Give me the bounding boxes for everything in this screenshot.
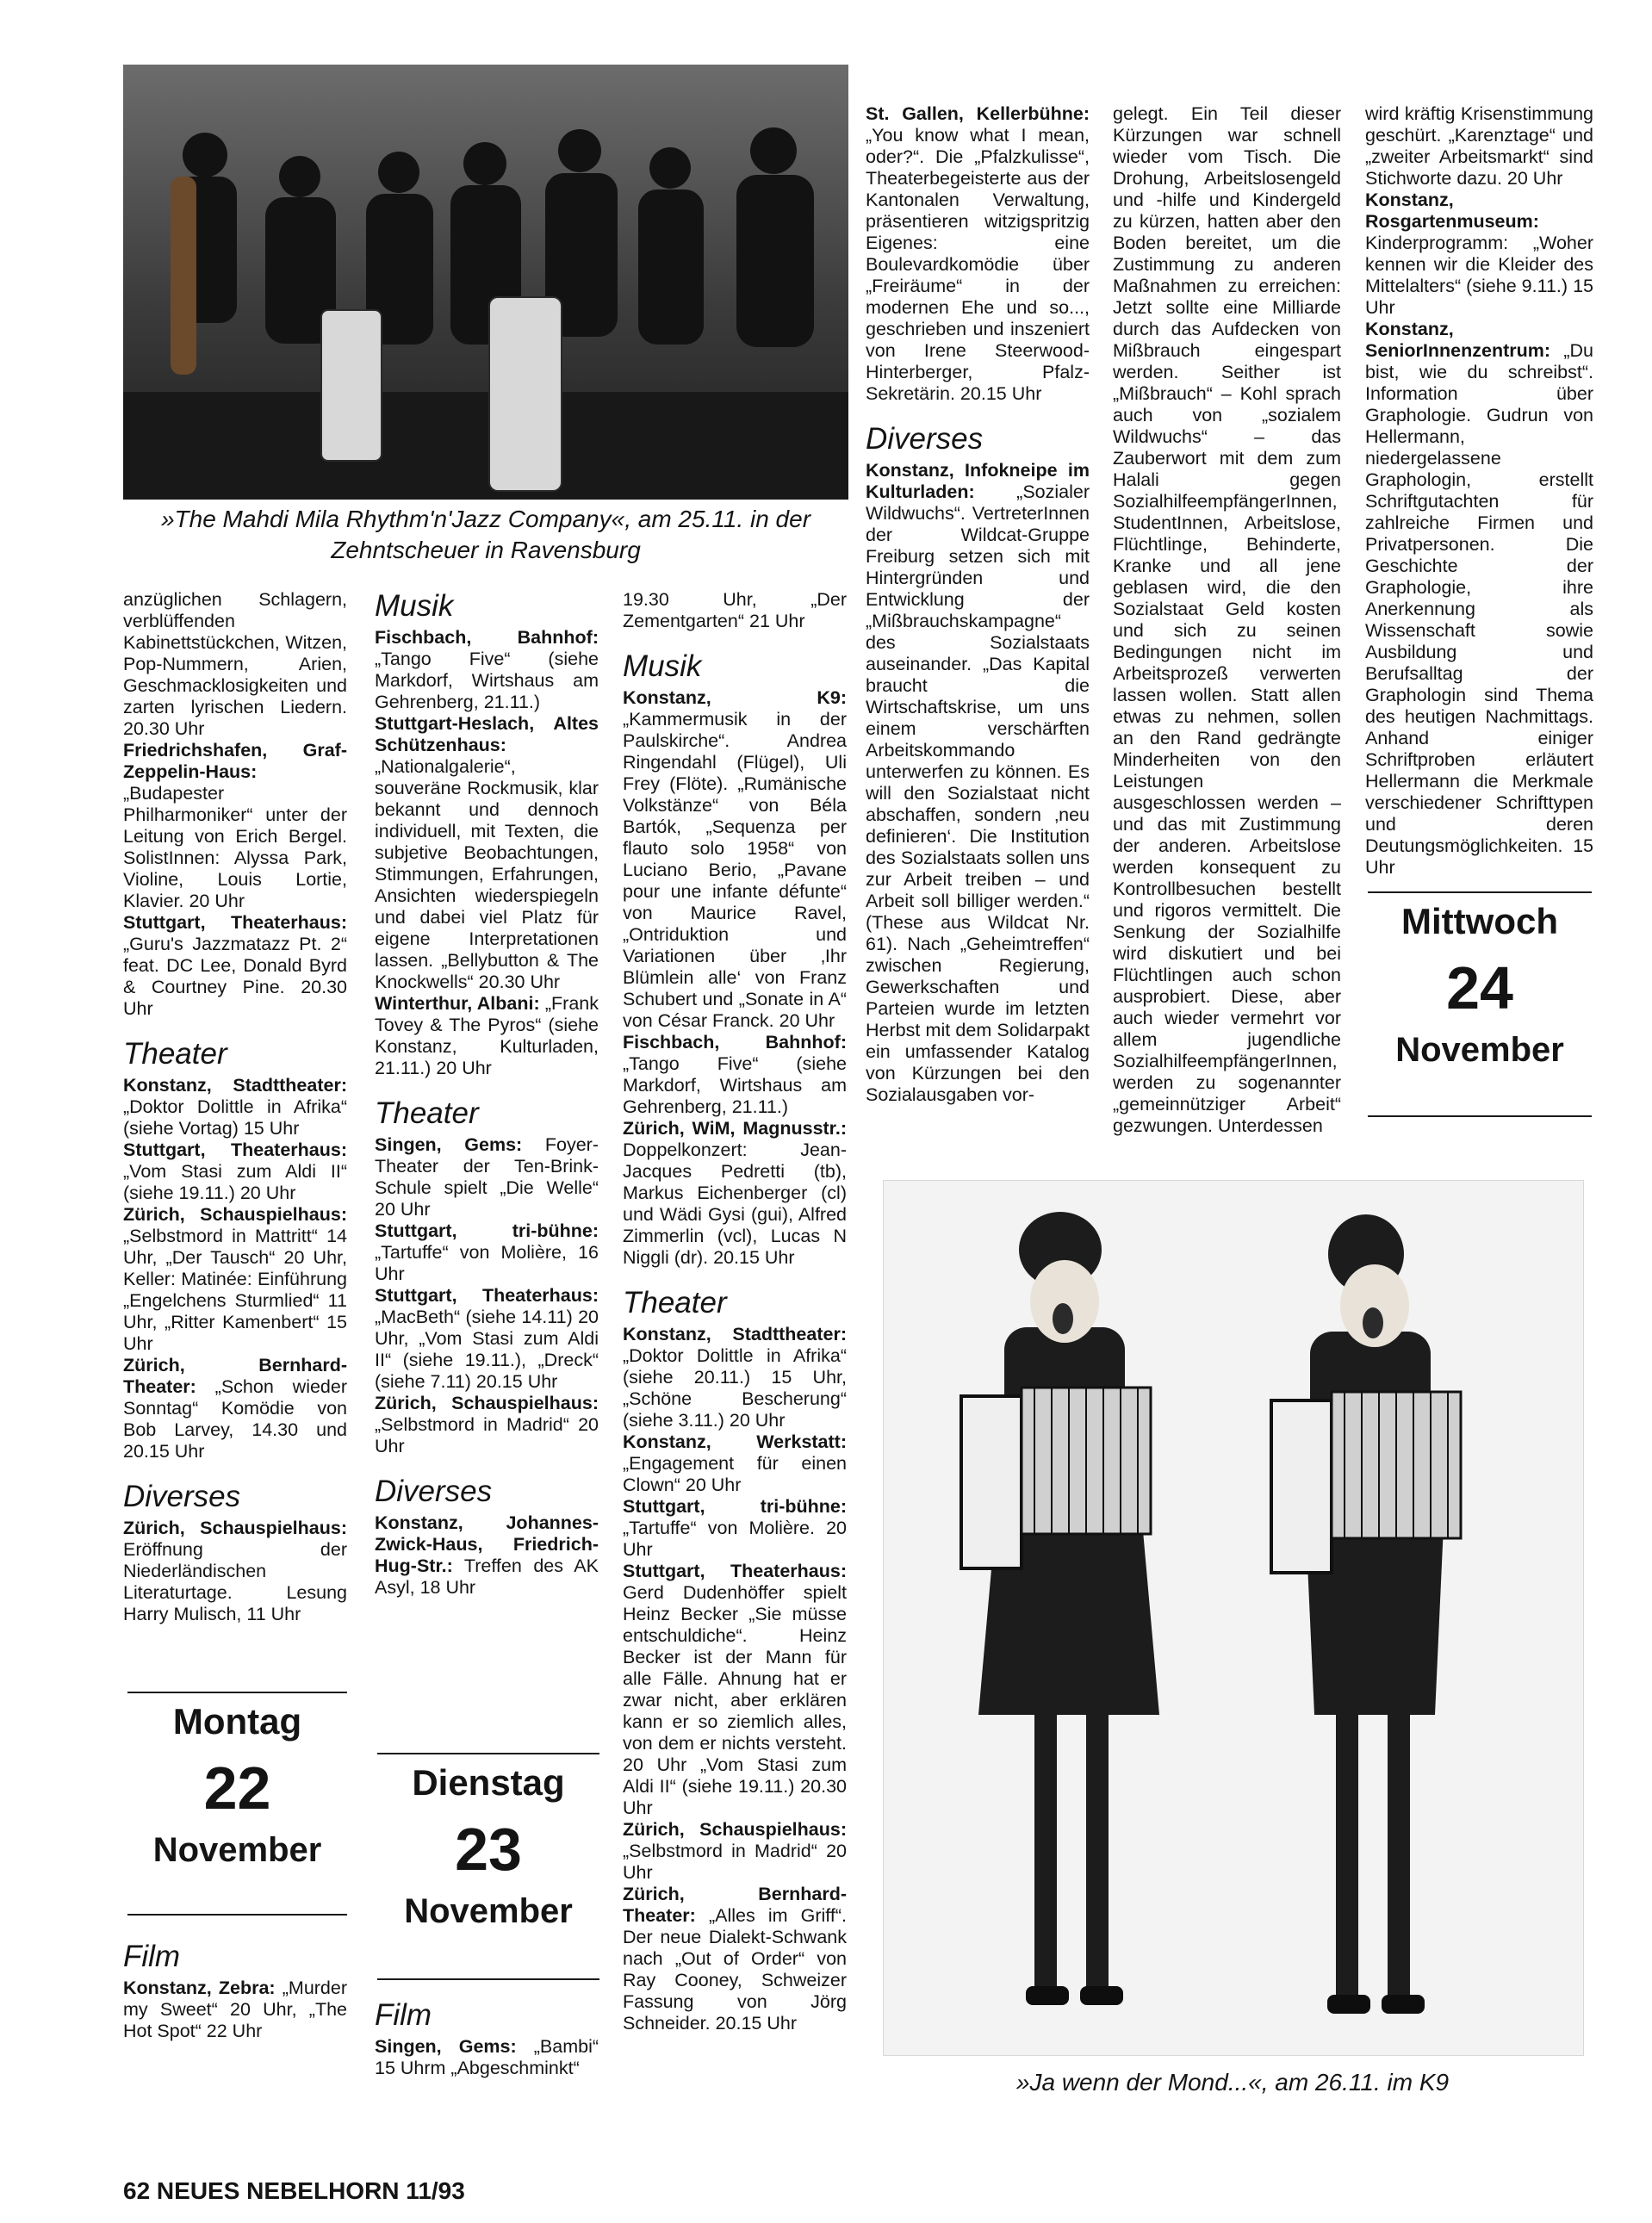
day-number: 22 xyxy=(203,1754,271,1822)
listing-entry xyxy=(123,1518,347,1625)
listing-entry xyxy=(375,1512,599,1599)
venue-name: Zürich, Bernhard-Theater: xyxy=(623,1884,847,1926)
section-heading: Diverses xyxy=(375,1475,493,1508)
section-heading: Film xyxy=(123,1940,181,1973)
listing-text: „You know what I mean, oder?“. Die „Pfalzkulisse“, Theaterbegeisterte aus der Kantonalen Verwaltung, präsentieren witzigspritzig Eigenes: eine Boulevardkomödie über „Freiräume“ in der modernen Ehe und so..., geschrieben und inszeniert von Irene Steerwood-Hinterberger, Pfalz-Sekretärin. 20.15 Uhr xyxy=(866,125,1090,404)
venue-name: Singen, Gems: xyxy=(375,1134,523,1155)
listing-text: „Alles im Griff“. Der neue Dialekt-Schwank nach „Out of Order“ von Ray Cooney, Schweizer Fassung von Jörg Schneider. 20.15 Uhr xyxy=(623,1905,847,2034)
day-name: Dienstag xyxy=(412,1762,565,1803)
listing-entry xyxy=(1365,189,1593,319)
venue-name: Stuttgart, Theaterhaus: xyxy=(123,1139,347,1160)
listing-text: Eröffnung der Niederländischen Literaturtage. Lesung Harry Mulisch, 11 Uhr xyxy=(123,1539,347,1624)
listing-text: „Sozialer Wildwuchs“. VertreterInnen der Wildcat-Gruppe Freiburg setzen sich mit Hintergründen und Entwicklung der „Mißbrauchskampagne“ des Sozialstaats auseinander. „Das Kapital braucht die Wirtschaftskrise, um uns einem verschärften Arbeitskommando unterwerfen zu können. Es will den Sozialstaat nicht abschaffen, sondern ‚neu definieren‘. Die Institution des Sozialstaats sollen uns zur Arbeit treiben – und Arbeit soll billiger werden.“ (These aus Wildcat Nr. 61). Nach „Geheimtreffen“ zwischen Regierung, Gewerkschaften und Parteien wurde im letzten Herbst mit dem Solidarpakt ein umfassender Katalog von Kürzungen bei den Sozialausgaben vor- xyxy=(866,481,1090,1105)
listing-entry xyxy=(375,2036,599,2079)
listing-entry xyxy=(123,912,347,1020)
day-box-rule xyxy=(127,1692,347,1693)
listing-text: „Engagement für einen Clown“ 20 Uhr xyxy=(623,1453,847,1495)
listing-text: Gerd Dudenhöffer spielt Heinz Becker „Sie müsse entschuldiche“. Heinz Becker ist der Mann für alle Fälle. Ahnung hat er zwar nicht, aber erklären kann er so ziemlich alles, von dem er nichts versteht. 20 Uhr „Vom Stasi zum Aldi II“ (siehe 19.11.) 20.30 Uhr xyxy=(623,1582,847,1818)
listing-text: „Schon wieder Sonntag“ Komödie von Bob Larvey, 14.30 und 20.15 Uhr xyxy=(123,1376,347,1462)
listing-text: „Kammermusik in der Paulskirche“. Andrea Ringendahl (Flügel), Uli Frey (Flöte). „Rumänische Volkstänze“ von Béla Bartók, „Sequenza per flauto solo 1958“ von Luciano Berio, „Pavane pour une infante défunte“ von Maurice Ravel, „Ontriduktion und Variationen über ‚Ihr Blümlein alle‘ von Franz Schubert und „Sonate in A“ von César Franck. 20 Uhr xyxy=(623,709,847,1031)
day-month: November xyxy=(1395,1031,1564,1069)
listing-text: wird kräftig Krisenstimmung geschürt. „Karenztage“ und „zweiter Arbeitsmarkt“ sind Stichworte dazu. 20 Uhr xyxy=(1365,103,1593,189)
listing-entry xyxy=(1365,103,1593,189)
venue-name: St. Gallen, Kellerbühne: xyxy=(866,103,1090,124)
column-2-film xyxy=(375,1998,599,2079)
listing-text: „Guru's Jazzmatazz Pt. 2“ feat. DC Lee, Donald Byrd & Courtney Pine. 20.30 Uhr xyxy=(123,934,347,1019)
listing-text: „Selbstmord in Madrid“ 20 Uhr xyxy=(623,1841,847,1883)
listing-entry xyxy=(623,1324,847,1431)
listing-text: „Selbstmord in Madrid“ 20 Uhr xyxy=(375,1414,599,1456)
listing-text: „Tartuffe“ von Molière, 16 Uhr xyxy=(375,1242,599,1284)
venue-name: Zürich, WiM, Magnusstr.: xyxy=(623,1118,847,1139)
section-heading: Musik xyxy=(375,589,454,623)
day-number: 23 xyxy=(455,1816,522,1883)
section-heading: Diverses xyxy=(866,422,984,456)
venue-name: Stuttgart, Theaterhaus: xyxy=(123,912,347,933)
listing-entry xyxy=(375,993,599,1079)
venue-name: Zürich, Schauspielhaus: xyxy=(623,1819,847,1840)
listing-entry xyxy=(123,1978,347,2042)
band-photo-figures xyxy=(123,65,848,500)
venue-name: Fischbach, Bahnhof: xyxy=(623,1032,847,1053)
venue-name: Friedrichshafen, Graf-Zeppelin-Haus: xyxy=(123,740,347,782)
accordion-photo-figures xyxy=(884,1181,1583,2055)
listing-text: Foyer-Theater der Ten-Brink-Schule spielt „Die Welle“ 20 Uhr xyxy=(375,1134,599,1220)
listing-entry xyxy=(623,1561,847,1819)
listing-entry xyxy=(123,1075,347,1139)
column-6 xyxy=(1365,103,1593,879)
accordion-photo xyxy=(883,1180,1584,2056)
venue-name: Stuttgart, tri-bühne: xyxy=(375,1220,599,1241)
listing-entry xyxy=(866,103,1090,405)
listing-entry xyxy=(623,1431,847,1496)
section-heading: Diverses xyxy=(123,1480,241,1513)
band-photo-caption: »The Mahdi Mila Rhythm'n'Jazz Company«, am 25.11. in der Zehntscheuer in Ravensburg xyxy=(160,506,811,563)
listing-text: 19.30 Uhr, „Der Zementgarten“ 21 Uhr xyxy=(623,589,847,631)
column-4 xyxy=(866,103,1090,1106)
venue-name: Konstanz, Johannes-Zwick-Haus, Friedrich-Hug-Str.: xyxy=(375,1512,599,1576)
day-name: Mittwoch xyxy=(1401,901,1558,941)
column-1-film xyxy=(123,1940,347,2042)
listing-text: Kinderprogramm: „Woher kennen wir die Kleider des Mittelalters“ (siehe 9.11.) 15 Uhr xyxy=(1365,233,1593,318)
listing-entry xyxy=(866,460,1090,1106)
listing-text: „Du bist, wie du schreibst“. Information über Graphologie. Gudrun von Hellermann, niedergelassene Graphologin, erstellt Schriftgutachten für zahlreiche Firmen und Privatpersonen. Die Geschichte der Graphologie, ihre Anerkennung als Wissenschaft sowie Ausbildung und Berufsalltag der Graphologin sind Thema des heutigen Nachmittags. Anhand einiger Schriftproben erläutert Hellermann die Merkmale verschiedener Schrifttypen und deren Deutungsmöglichkeiten. 15 Uhr xyxy=(1365,340,1593,878)
listing-entry xyxy=(623,589,847,632)
listing-entry xyxy=(623,1819,847,1884)
listing-entry xyxy=(375,627,599,713)
listing-text: Doppelkonzert: Jean-Jacques Pedretti (tb), Markus Eichenberger (cl) und Wädi Gysi (gui), Alfred Zimmerlin (vcl), Lucas N Niggli (dr). 20.15 Uhr xyxy=(623,1139,847,1268)
listing-entry xyxy=(375,1134,599,1220)
listing-entry xyxy=(375,713,599,993)
venue-name: Zürich, Bernhard-Theater: xyxy=(123,1355,347,1397)
listing-text: „Doktor Dolittle in Afrika“ (siehe Vortag) 15 Uhr xyxy=(123,1096,347,1139)
column-1 xyxy=(123,589,347,1625)
listing-text: „Bambi“ 15 Uhrm „Abgeschminkt“ xyxy=(375,2036,599,2078)
listing-text: „Nationalgalerie“, souveräne Rockmusik, klar bekannt und dennoch individuell, mit Texten, die subjetive Beobachtungen, Stimmungen, Erfahrungen, Ansichten wiederspiegeln und dabei viel Platz für eigene Interpretationen lassen. „Bellybutton & The Knockwells“ 20.30 Uhr xyxy=(375,756,599,992)
section-heading: Theater xyxy=(623,1286,727,1320)
day-box-montag xyxy=(127,1692,347,1916)
section-heading: Musik xyxy=(623,649,702,683)
listing-text: anzüglichen Schlagern, verblüffenden Kabinettstückchen, Witzen, Pop-Nummern, Arien, Geschmacklosigkeiten und zarten lyrischen Liedern. 20.30 Uhr xyxy=(123,589,347,739)
column-2 xyxy=(375,589,599,1599)
listing-entry xyxy=(123,589,347,740)
venue-name: Konstanz, K9: xyxy=(623,687,847,708)
day-month: November xyxy=(152,1831,322,1869)
listing-entry xyxy=(375,1393,599,1457)
listing-entry xyxy=(375,1220,599,1285)
listing-entry xyxy=(623,1032,847,1118)
listing-text: „Tango Five“ (siehe Markdorf, Wirtshaus am Gehrenberg, 21.11.) xyxy=(375,649,599,712)
listing-entry xyxy=(623,1496,847,1561)
listing-entry xyxy=(123,1139,347,1204)
listing-entry xyxy=(1113,103,1341,1137)
listing-entry xyxy=(375,1285,599,1393)
day-box-mittwoch xyxy=(1368,891,1592,1117)
column-3 xyxy=(623,589,847,2034)
listing-text: „Murder my Sweet“ 20 Uhr, „The Hot Spot“ 22 Uhr xyxy=(123,1978,348,2041)
day-box-rule xyxy=(127,1914,347,1916)
page-footer: 62 NEUES NEBELHORN 11/93 xyxy=(123,2177,465,2204)
venue-name: Stuttgart-Heslach, Altes Schützenhaus: xyxy=(375,713,599,755)
day-name: Montag xyxy=(172,1701,302,1742)
band-photo xyxy=(123,65,848,500)
venue-name: Winterthur, Albani: xyxy=(375,993,540,1014)
venue-name: Konstanz, Zebra: xyxy=(123,1978,276,1998)
day-month: November xyxy=(404,1892,573,1930)
venue-name: Konstanz, Infokneipe im Kulturladen: xyxy=(866,460,1090,502)
listing-text: „Budapester Philharmoniker“ unter der Leitung von Erich Bergel. SolistInnen: Alyssa Park, Violine, Louis Lortie, Klavier. 20 Uhr xyxy=(123,783,347,911)
column-5 xyxy=(1113,103,1341,1137)
venue-name: Zürich, Schauspielhaus: xyxy=(123,1204,347,1225)
listing-entry xyxy=(623,687,847,1032)
listing-entry xyxy=(123,1204,347,1355)
day-box-rule xyxy=(1368,1115,1592,1117)
venue-name: Zürich, Schauspielhaus: xyxy=(375,1393,599,1413)
venue-name: Singen, Gems: xyxy=(375,2036,517,2057)
listing-text: „Frank Tovey & The Pyros“ (siehe Konstanz, Kulturladen, 21.11.) 20 Uhr xyxy=(375,993,599,1078)
venue-name: Stuttgart, Theaterhaus: xyxy=(375,1285,599,1306)
venue-name: Konstanz, Werkstatt: xyxy=(623,1431,847,1452)
listing-entry xyxy=(1365,319,1593,879)
venue-name: Konstanz, Stadttheater: xyxy=(123,1075,347,1096)
listing-text: Treffen des AK Asyl, 18 Uhr xyxy=(375,1555,599,1598)
venue-name: Konstanz, Rosgartenmuseum: xyxy=(1365,189,1539,232)
listing-text: „Vom Stasi zum Aldi II“ (siehe 19.11.) 20 Uhr xyxy=(123,1161,347,1203)
listing-entry xyxy=(623,1884,847,2034)
venue-name: Stuttgart, tri-bühne: xyxy=(623,1496,847,1517)
day-box-dienstag xyxy=(377,1753,599,1980)
venue-name: Fischbach, Bahnhof: xyxy=(375,627,599,648)
section-heading: Theater xyxy=(123,1037,227,1071)
venue-name: Konstanz, SeniorInnenzentrum: xyxy=(1365,319,1551,361)
day-box-rule xyxy=(1368,891,1592,893)
listing-text: „Tartuffe“ von Molière. 20 Uhr xyxy=(623,1518,847,1560)
day-number: 24 xyxy=(1446,954,1513,1021)
venue-name: Zürich, Schauspielhaus: xyxy=(123,1518,347,1538)
listing-entry xyxy=(123,740,347,912)
section-heading: Theater xyxy=(375,1096,479,1130)
listing-text: „Tango Five“ (siehe Markdorf, Wirtshaus am Gehrenberg, 21.11.) xyxy=(623,1053,847,1117)
day-box-rule xyxy=(377,1753,599,1754)
venue-name: Konstanz, Stadttheater: xyxy=(623,1324,847,1344)
day-box-rule xyxy=(377,1978,599,1980)
listing-text: „Doktor Dolittle in Afrika“ (siehe 20.11.) 15 Uhr,„Schöne Bescherung“ (siehe 3.11.) 20 Uhr xyxy=(623,1345,847,1431)
listing-entry xyxy=(623,1118,847,1269)
listing-text: „Selbstmord in Mattritt“ 14 Uhr, „Der Tausch“ 20 Uhr, Keller: Matinée: Einführung „Engelchens Sturmlied“ 11 Uhr, „Ritter Kamenbert“ 15 Uhr xyxy=(123,1226,347,1354)
accordion-photo-caption: »Ja wenn der Mond...«, am 26.11. im K9 xyxy=(1015,2069,1450,2096)
listing-text: „MacBeth“ (siehe 14.11) 20 Uhr, „Vom Stasi zum Aldi II“ (siehe 19.11.), „Dreck“ (siehe 7.11) 20.15 Uhr xyxy=(375,1307,599,1392)
venue-name: Stuttgart, Theaterhaus: xyxy=(623,1561,847,1581)
section-heading: Film xyxy=(375,1998,432,2032)
listing-entry xyxy=(123,1355,347,1462)
listing-text: gelegt. Ein Teil dieser Kürzungen war schnell wieder vom Tisch. Die Drohung, Arbeitslosengeld und -hilfe und Kindergeld zu kürzen, hatten aber den Boden bereitet, um die Zustimmung zu anderen Maßnahmen zu erreichen: Jetzt sollte eine Milliarde durch das Aufdecken von Mißbrauch eingespart werden. Seither ist „Mißbrauch“ – Kohl sprach auch von „sozialem Wildwuchs“ – das Zauberwort mit dem zum Halali gegen SozialhilfeempfängerInnen, StudentInnen, Arbeitslose, Flüchtlinge, Behinderte, Kranke und all jene geblasen wird, die den Sozialstaat Geld kosten und sich zu seinen Bedingungen nicht im Arbeitsprozeß verwerten lassen wollen. Statt allen etwas zu nehmen, sollen an den Rand gedrängte Minderheiten von den Leistungen ausgeschlossen werden – und das mit Zustimmung der anderen. Arbeitslose werden konsequent zu Kontrollbesuchen bestellt und rigoros vermittelt. Die Senkung der Sozialhilfe wird diskutiert und bei Flüchtlingen auch schon ausprobiert. Diese, aber auch wieder vermehrt vor allem jugendliche SozialhilfeempfängerInnen, werden zu sogenannter „gemeinnütziger Arbeit“ gezwungen. Unterdessen xyxy=(1113,103,1341,1136)
